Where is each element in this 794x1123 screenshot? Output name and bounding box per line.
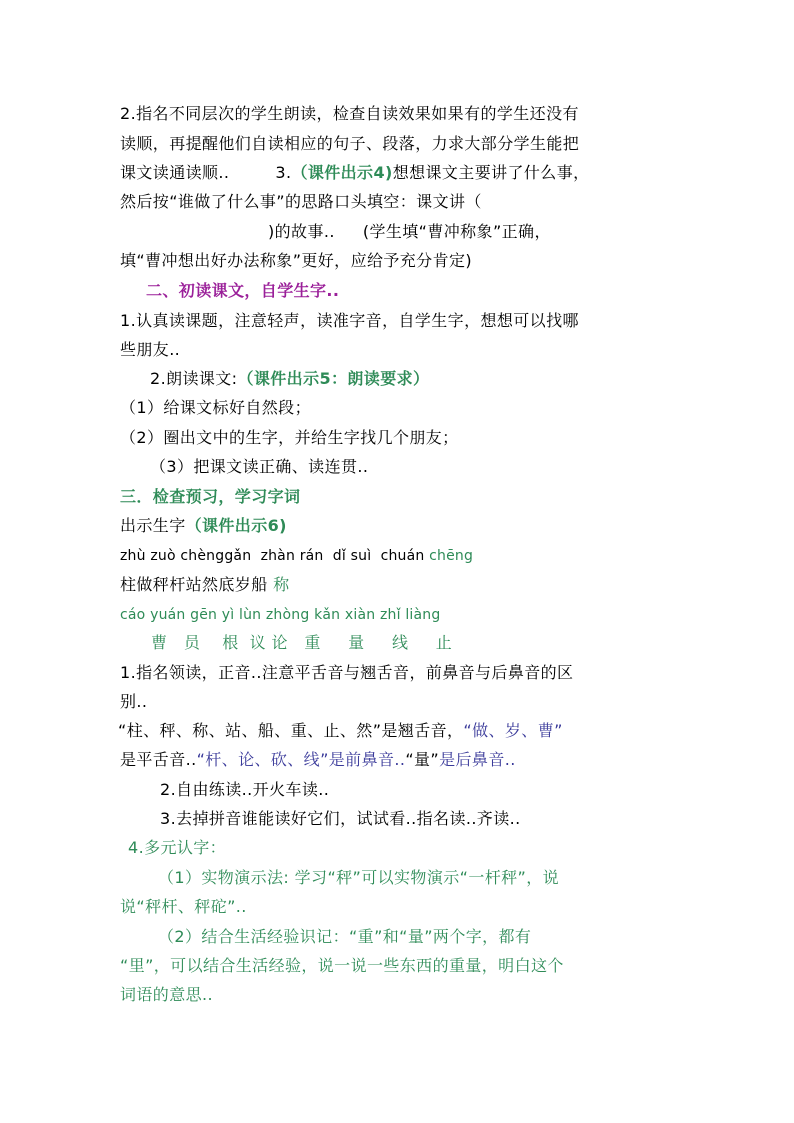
paragraph-line: 别..	[120, 692, 148, 711]
text-run: “做、岁、曹”	[463, 721, 563, 740]
courseware-note: （课件出示6)	[185, 516, 287, 535]
section-heading: 二、初读课文，自学生字..	[146, 281, 340, 300]
paragraph-line: 词语的意思..	[120, 985, 213, 1004]
courseware-note: （课件出示4)	[291, 163, 393, 182]
section-subheading: 4.多元认字：	[128, 838, 227, 857]
paragraph-line: （2）结合生活经验识记：“重”和“量”两个字，都有	[158, 927, 532, 946]
list-item: （2）圈出文中的生字，并给生字找几个朋友；	[120, 428, 459, 447]
text-run: 课文读通读顺..	[120, 163, 230, 182]
text-run: 2.朗读课文:	[150, 369, 238, 388]
paragraph-line: 说“秤杆、秤砣”..	[120, 897, 247, 916]
paragraph-line: 然后按“谁做了什么事”的思路口头填空：课文讲（	[120, 192, 482, 211]
paragraph-line: 填“曹冲想出好办法称象”更好，应给予充分肯定)	[120, 251, 473, 270]
paragraph-line	[120, 163, 590, 183]
list-item: （3）把课文读正确、读连贯..	[150, 457, 369, 476]
paragraph-line: 2.指名不同层次的学生朗读，检查自读效果如果有的学生还没有	[120, 104, 579, 123]
text-run: 3.	[275, 163, 292, 182]
text-run: “杆、论、砍、线”	[196, 750, 329, 769]
pinyin-run: zhù zuò chènggǎn zhàn rán dǐ suì chuán	[120, 548, 425, 564]
list-item: （1）给课文标好自然段；	[120, 398, 311, 417]
paragraph-line	[120, 516, 287, 536]
text-run: “柱、秤、称、站、船、重、止、然”	[118, 721, 382, 740]
pinyin-line	[120, 546, 473, 566]
paragraph-line: 1.认真读课题，注意轻声，读准字音，自学生字，想想可以找哪	[120, 311, 579, 330]
pinyin-line: cáo yuán gēn yì lùn zhòng kǎn xiàn zhǐ liàng	[120, 607, 441, 623]
paragraph-line: （1）实物演示法: 学习“秤”可以实物演示“一杆秤”，说	[158, 868, 560, 887]
paragraph-line	[268, 222, 551, 242]
character-line	[120, 575, 290, 595]
text-run: “量”	[405, 750, 440, 769]
paragraph-line: 些朋友..	[120, 340, 181, 359]
paragraph-line: 3.去掉拼音谁能读好它们，试试看..指名读..齐读..	[160, 809, 521, 828]
paragraph-line	[120, 750, 516, 770]
text-run: 是平舌音..	[120, 750, 197, 769]
text-run: 出示生字	[120, 516, 186, 535]
text-run: 是后鼻音..	[439, 750, 516, 769]
paragraph-line: 1.指名领读，正音..注意平舌音与翘舌音，前鼻音与后鼻音的区	[120, 663, 574, 682]
text-run: 是翘舌音，	[381, 721, 464, 740]
text-run: (学生填“曹冲称象”正确，	[362, 222, 551, 241]
text-run: 想想课文主要讲了什么事，	[392, 163, 590, 182]
paragraph-line	[118, 721, 563, 741]
courseware-note: （课件出示5：朗读要求）	[237, 369, 430, 388]
paragraph-line: 2.自由练读..开火车读..	[160, 780, 330, 799]
text-run: )的故事..	[268, 222, 335, 241]
section-heading: 三．检查预习，学习字词	[120, 487, 301, 506]
paragraph-line: “里”，可以结合生活经验，说一说一些东西的重量，明白这个	[120, 956, 564, 975]
paragraph-line: 读顺，再提醒他们自读相应的句子、段落，力求大部分学生能把	[120, 134, 580, 153]
character-run: 称	[273, 575, 290, 594]
character-run: 柱做秤杆站然底岁船	[120, 575, 268, 594]
text-run: 是前鼻音..	[328, 750, 406, 769]
character-line: 曹 员 根 议 论 重 量 线 止	[151, 633, 453, 652]
pinyin-run: chēng	[429, 548, 474, 564]
paragraph-line	[150, 369, 429, 389]
